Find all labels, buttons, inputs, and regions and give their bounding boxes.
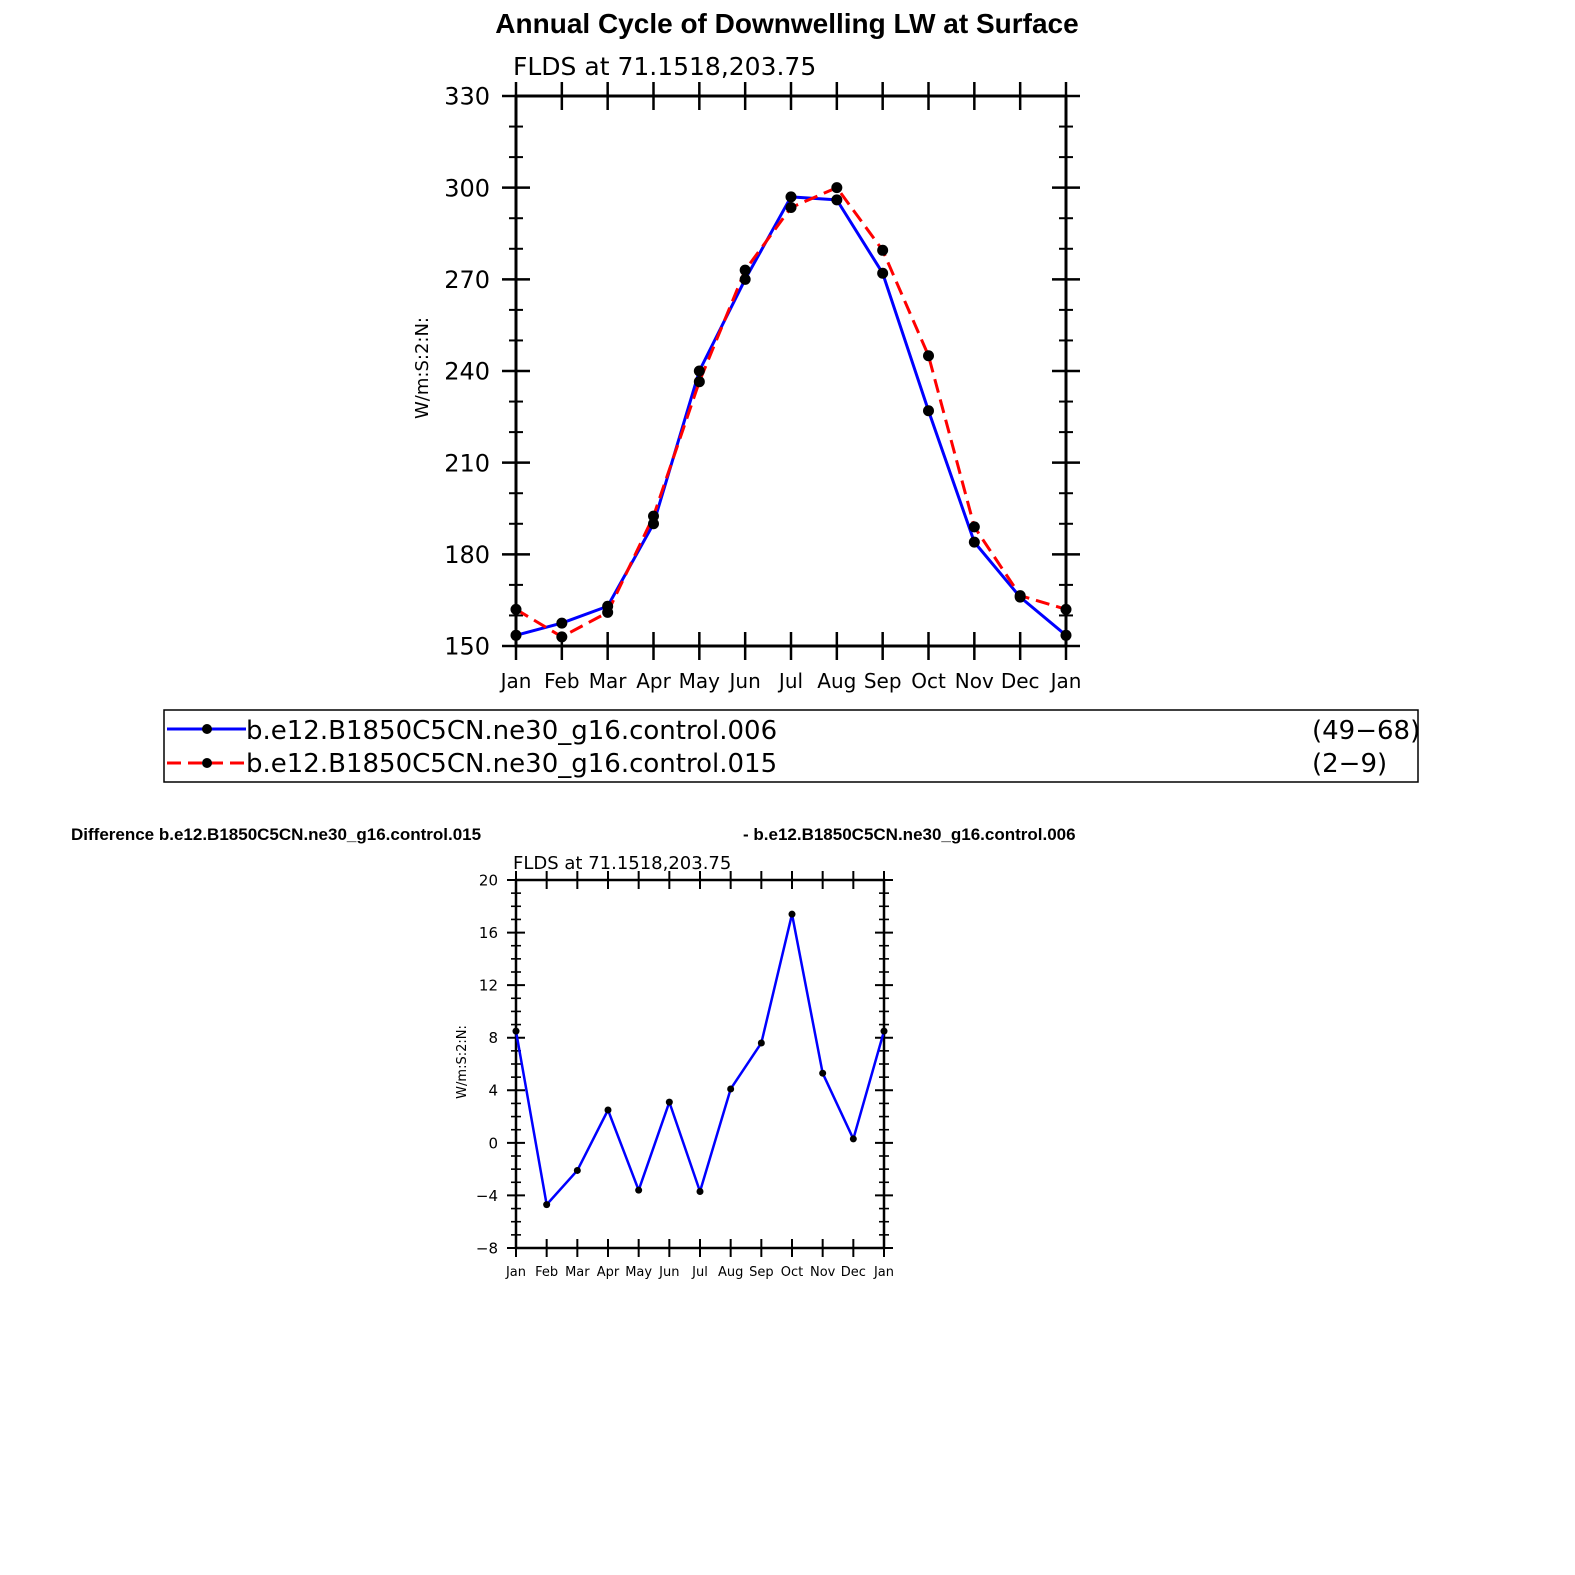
legend-range-2: (2−9) — [1312, 749, 1388, 779]
chart1-y-axis-label: W/m:S:2:N: — [412, 317, 433, 419]
chart1-series-1-point — [877, 268, 888, 279]
difference-chart — [455, 853, 894, 1280]
legend-marker-1 — [202, 724, 212, 734]
chart2-x-tick-label: Apr — [596, 1265, 620, 1280]
chart2-y-tick-label: 0 — [488, 1134, 498, 1153]
chart1-x-tick-label: Apr — [636, 669, 671, 693]
chart1-x-tick-label: Jan — [1050, 669, 1082, 693]
chart2-series-1-point — [605, 1107, 612, 1114]
chart1-series-2-point — [1061, 604, 1072, 615]
chart1-series-2-line — [516, 188, 1066, 637]
chart1-series-1-point — [511, 630, 522, 641]
chart1-series-2-point — [740, 265, 751, 276]
chart1-series-2-point — [923, 350, 934, 361]
chart1-series-2-point — [556, 631, 567, 642]
legend-entry-1 — [167, 716, 1420, 746]
chart1-y-tick-label: 270 — [444, 265, 490, 294]
chart2-x-tick-label: Jan — [505, 1265, 527, 1280]
chart1-series-2-point — [648, 511, 659, 522]
chart2-series-1-point — [697, 1188, 704, 1195]
chart2-x-tick-label: Mar — [565, 1265, 590, 1280]
chart2-y-tick-label: 16 — [478, 923, 498, 942]
chart1-series-2-point — [1015, 590, 1026, 601]
chart1-y-tick-label: 180 — [444, 540, 490, 569]
chart1-series-2-point — [877, 245, 888, 256]
chart2-y-tick-label: −4 — [475, 1186, 498, 1205]
chart1-y-tick-label: 150 — [444, 632, 490, 661]
chart1-y-tick-label: 240 — [444, 357, 490, 386]
chart1-x-tick-label: Feb — [544, 669, 580, 693]
chart1-x-tick-label: Aug — [817, 669, 857, 693]
chart2-x-tick-label: Dec — [840, 1265, 866, 1280]
chart1-y-tick-label: 210 — [444, 449, 490, 478]
chart2-x-tick-label: May — [625, 1265, 653, 1280]
chart1-subtitle: FLDS at 71.1518,203.75 — [513, 52, 817, 81]
chart2-series-1-point — [819, 1070, 826, 1077]
chart1-x-tick-label: Nov — [954, 669, 994, 693]
chart2-x-tick-label: Nov — [809, 1265, 836, 1280]
chart1-series-1-point — [831, 194, 842, 205]
chart1-series-1-point — [969, 537, 980, 548]
chart2-subtitle: FLDS at 71.1518,203.75 — [513, 853, 732, 874]
chart2-series-layer — [513, 911, 888, 1208]
chart2-x-tick-label: Feb — [535, 1265, 559, 1280]
chart2-series-1-point — [727, 1085, 734, 1092]
chart1-series-2-point — [831, 182, 842, 193]
chart1-series-1-point — [923, 405, 934, 416]
main-title: Annual Cycle of Downwelling LW at Surface — [495, 8, 1079, 39]
chart2-y-tick-label: 12 — [478, 976, 498, 995]
chart1-x-tick-label: May — [678, 669, 721, 693]
chart1-x-tick-label: Jul — [778, 669, 804, 693]
chart1-series-1-point — [786, 191, 797, 202]
chart1-x-tick-label: Sep — [863, 669, 902, 693]
chart1-series-2-point — [694, 376, 705, 387]
chart1-x-tick-label: Oct — [911, 669, 946, 693]
chart2-x-tick-label: Jan — [873, 1265, 895, 1280]
chart2-series-1-point — [881, 1028, 888, 1035]
chart1-series-1-point — [694, 366, 705, 377]
chart2-series-1-point — [635, 1187, 642, 1194]
chart1-x-tick-label: Jun — [729, 669, 761, 693]
chart1-series-2-point — [969, 521, 980, 532]
difference-title-left: Difference b.e12.B1850C5CN.ne30_g16.control.015 — [71, 825, 482, 844]
chart1-plot-frame — [516, 96, 1066, 646]
chart2-series-1-point — [850, 1135, 857, 1142]
chart2-series-1-point — [543, 1201, 550, 1208]
chart2-x-tick-label: Sep — [749, 1265, 774, 1280]
chart1-series-2-point — [602, 607, 613, 618]
chart1-series-2-point — [786, 202, 797, 213]
chart2-y-axis-label: W/m:S:2:N: — [455, 1025, 470, 1099]
difference-title-right: - b.e12.B1850C5CN.ne30_g16.control.006 — [743, 825, 1076, 844]
chart2-x-tick-label: Jun — [659, 1265, 680, 1280]
chart1-series-1-point — [556, 618, 567, 629]
chart2-series-1-line — [516, 914, 884, 1204]
chart2-y-tick-label: −8 — [475, 1239, 498, 1258]
legend-range-1: (49−68) — [1312, 716, 1421, 746]
legend-label-2: b.e12.B1850C5CN.ne30_g16.control.015 — [246, 749, 778, 779]
chart1-x-tick-label: Jan — [500, 669, 532, 693]
chart1-series-2-point — [511, 604, 522, 615]
chart1-series-1-line — [516, 197, 1066, 635]
chart2-x-tick-label: Jul — [692, 1265, 708, 1280]
chart2-series-1-point — [513, 1028, 520, 1035]
chart1-x-tick-label: Mar — [588, 669, 627, 693]
legend-label-1: b.e12.B1850C5CN.ne30_g16.control.006 — [246, 716, 778, 746]
chart1-x-tick-label: Dec — [1000, 669, 1040, 693]
legend-entry-2 — [167, 749, 1387, 779]
chart2-series-1-point — [574, 1167, 581, 1174]
chart2-series-1-point — [789, 911, 796, 918]
annual-cycle-chart — [412, 52, 1081, 693]
chart1-series-1-point — [1061, 630, 1072, 641]
chart1-axes — [444, 82, 1081, 693]
chart2-x-tick-label: Oct — [780, 1265, 804, 1280]
chart2-series-1-point — [758, 1039, 765, 1046]
chart2-y-tick-label: 4 — [488, 1081, 498, 1100]
chart2-axes — [476, 871, 894, 1280]
chart1-y-tick-label: 300 — [444, 174, 490, 203]
chart1-y-tick-label: 330 — [444, 82, 490, 111]
chart1-series-layer — [511, 182, 1072, 642]
chart2-x-tick-label: Aug — [717, 1265, 744, 1280]
chart2-y-tick-label: 20 — [478, 871, 498, 890]
legend — [164, 710, 1420, 782]
chart2-y-tick-label: 8 — [488, 1029, 498, 1048]
legend-marker-2 — [202, 758, 212, 768]
chart2-series-1-point — [666, 1099, 673, 1106]
